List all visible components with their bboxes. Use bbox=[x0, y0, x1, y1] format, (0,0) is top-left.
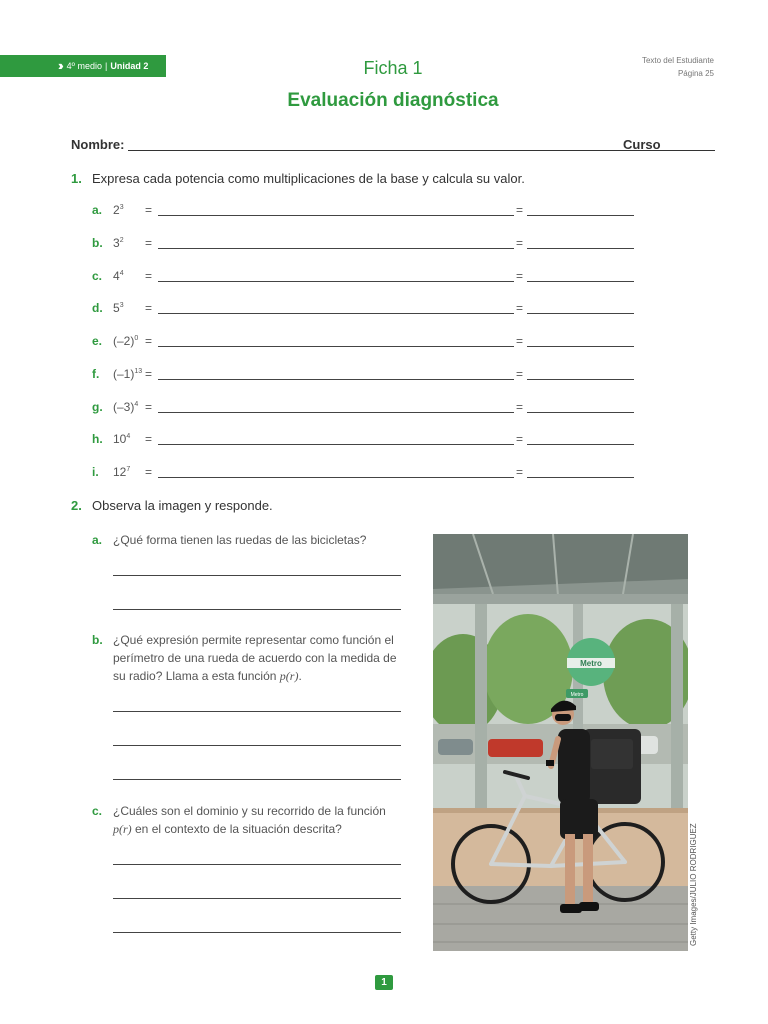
equals-sign: = bbox=[145, 269, 153, 283]
value-answer-line[interactable] bbox=[527, 281, 634, 282]
power-exponent: 3 bbox=[119, 302, 124, 309]
value-answer-line[interactable] bbox=[527, 477, 634, 478]
equals-sign: = bbox=[145, 432, 153, 446]
power-item bbox=[92, 301, 637, 319]
question-1 bbox=[71, 171, 671, 189]
curso-field[interactable] bbox=[661, 150, 715, 151]
nombre-label: Nombre: bbox=[71, 137, 125, 152]
power-item bbox=[92, 203, 637, 221]
nombre-field[interactable] bbox=[128, 150, 666, 151]
power-expression bbox=[113, 301, 124, 315]
page-number: 1 bbox=[375, 975, 393, 990]
function-name: p(r) bbox=[113, 822, 132, 836]
power-expression bbox=[113, 269, 124, 283]
value-answer-line[interactable] bbox=[527, 215, 634, 216]
answer-line[interactable] bbox=[113, 575, 401, 576]
answer-line[interactable] bbox=[113, 898, 401, 899]
multiplication-answer-line[interactable] bbox=[158, 477, 514, 478]
answer-line[interactable] bbox=[113, 864, 401, 865]
power-base: 5 bbox=[113, 301, 120, 315]
power-expression bbox=[113, 334, 138, 348]
equals-sign: = bbox=[145, 301, 153, 315]
equals-sign: = bbox=[516, 236, 524, 250]
power-item bbox=[92, 465, 637, 483]
curso-label: Curso bbox=[623, 137, 661, 152]
item-letter: b. bbox=[92, 633, 103, 647]
answer-line[interactable] bbox=[113, 745, 401, 746]
equals-sign: = bbox=[145, 236, 153, 250]
answer-line[interactable] bbox=[113, 609, 401, 610]
equals-sign: = bbox=[516, 269, 524, 283]
multiplication-answer-line[interactable] bbox=[158, 412, 514, 413]
equals-sign: = bbox=[145, 400, 153, 414]
item-letter: e. bbox=[92, 334, 103, 348]
power-base: 12 bbox=[113, 465, 127, 479]
power-base: 4 bbox=[113, 269, 120, 283]
multiplication-answer-line[interactable] bbox=[158, 281, 514, 282]
item-letter: i. bbox=[92, 465, 99, 479]
power-exponent: 7 bbox=[126, 466, 131, 473]
tab-separator: | bbox=[104, 61, 108, 71]
item-letter: f. bbox=[92, 367, 100, 381]
multiplication-answer-line[interactable] bbox=[158, 215, 514, 216]
book-title: Texto del Estudiante bbox=[641, 56, 714, 65]
power-base: (–1) bbox=[113, 367, 135, 381]
equals-sign: = bbox=[145, 203, 153, 217]
power-base: 2 bbox=[113, 203, 120, 217]
question-2a-text: ¿Qué forma tienen las ruedas de las bicicletas? bbox=[113, 533, 367, 547]
question-2a bbox=[92, 531, 402, 551]
question-text: Expresa cada potencia como multiplicaciones de la base y calcula su valor. bbox=[92, 171, 525, 186]
answer-line[interactable] bbox=[113, 932, 401, 933]
question-number: 1. bbox=[71, 171, 82, 186]
power-exponent: 0 bbox=[134, 335, 139, 342]
power-exponent: 4 bbox=[119, 270, 124, 277]
multiplication-answer-line[interactable] bbox=[158, 346, 514, 347]
value-answer-line[interactable] bbox=[527, 444, 634, 445]
question-text: Observa la imagen y responde. bbox=[92, 498, 273, 513]
equals-sign: = bbox=[145, 465, 153, 479]
power-item bbox=[92, 400, 637, 418]
value-answer-line[interactable] bbox=[527, 379, 634, 380]
question-2c-text: ¿Cuáles son el dominio y su recorrido de la función p(r) en el contexto de la situación descrita? bbox=[113, 804, 386, 836]
value-answer-line[interactable] bbox=[527, 346, 634, 347]
item-letter: c. bbox=[92, 269, 103, 283]
equals-sign: = bbox=[516, 432, 524, 446]
power-exponent: 3 bbox=[119, 204, 124, 211]
power-base: 10 bbox=[113, 432, 127, 446]
equals-sign: = bbox=[145, 367, 153, 381]
question-2c bbox=[92, 802, 402, 840]
equals-sign: = bbox=[516, 465, 524, 479]
power-item bbox=[92, 334, 637, 352]
power-item bbox=[92, 236, 637, 254]
equals-sign: = bbox=[516, 203, 524, 217]
photo-illustration bbox=[433, 534, 688, 951]
question-2 bbox=[71, 498, 671, 516]
power-exponent: 4 bbox=[134, 401, 139, 408]
item-letter: c. bbox=[92, 804, 103, 818]
power-expression bbox=[113, 400, 138, 414]
metro-sign-text: Metro bbox=[580, 659, 602, 668]
power-item bbox=[92, 432, 637, 450]
power-base: (–3) bbox=[113, 400, 135, 414]
power-exponent: 13 bbox=[134, 368, 143, 375]
equals-sign: = bbox=[516, 334, 524, 348]
power-exponent: 4 bbox=[126, 433, 131, 440]
function-name: p(r) bbox=[279, 669, 299, 683]
power-expression bbox=[113, 432, 130, 446]
book-page: Página 25 bbox=[677, 69, 714, 78]
value-answer-line[interactable] bbox=[527, 313, 634, 314]
power-expression bbox=[113, 203, 124, 217]
power-base: 3 bbox=[113, 236, 120, 250]
chevron-right-icon: ›› bbox=[58, 58, 61, 73]
question-number: 2. bbox=[71, 498, 82, 513]
unit-label: Unidad 2 bbox=[110, 61, 149, 71]
photo-credit: Getty Images/JULIO RODRIGUEZ bbox=[689, 823, 698, 946]
question-2b-text: ¿Qué expresión permite representar como función el perímetro de una rueda de acuerdo con la medida de su radio? Llama a esta función p(r). bbox=[113, 633, 397, 683]
multiplication-answer-line[interactable] bbox=[158, 444, 514, 445]
ficha-label: Ficha 1 bbox=[363, 58, 423, 78]
power-item bbox=[92, 269, 637, 287]
multiplication-answer-line[interactable] bbox=[158, 248, 514, 249]
value-answer-line[interactable] bbox=[527, 248, 634, 249]
item-letter: a. bbox=[92, 533, 103, 547]
page-title: Evaluación diagnóstica bbox=[287, 90, 499, 111]
metro-small-sign-text: Metro bbox=[570, 692, 584, 698]
power-expression bbox=[113, 367, 142, 381]
question-2b bbox=[92, 631, 402, 687]
item-letter: b. bbox=[92, 236, 103, 250]
multiplication-answer-line[interactable] bbox=[158, 379, 514, 380]
value-answer-line[interactable] bbox=[527, 412, 634, 413]
answer-line[interactable] bbox=[113, 711, 401, 712]
equals-sign: = bbox=[516, 400, 524, 414]
power-base: (–2) bbox=[113, 334, 135, 348]
multiplication-answer-line[interactable] bbox=[158, 313, 514, 314]
delivery-cyclist-photo bbox=[433, 534, 688, 951]
equals-sign: = bbox=[516, 367, 524, 381]
item-letter: g. bbox=[92, 400, 103, 414]
name-course-row bbox=[71, 137, 715, 155]
power-expression bbox=[113, 236, 124, 250]
power-expression bbox=[113, 465, 130, 479]
power-item bbox=[92, 367, 637, 385]
answer-line[interactable] bbox=[113, 779, 401, 780]
item-letter: a. bbox=[92, 203, 103, 217]
equals-sign: = bbox=[145, 334, 153, 348]
item-letter: h. bbox=[92, 432, 103, 446]
grade-label: 4º medio bbox=[66, 61, 102, 71]
equals-sign: = bbox=[516, 301, 524, 315]
power-exponent: 2 bbox=[119, 237, 124, 244]
item-letter: d. bbox=[92, 301, 103, 315]
